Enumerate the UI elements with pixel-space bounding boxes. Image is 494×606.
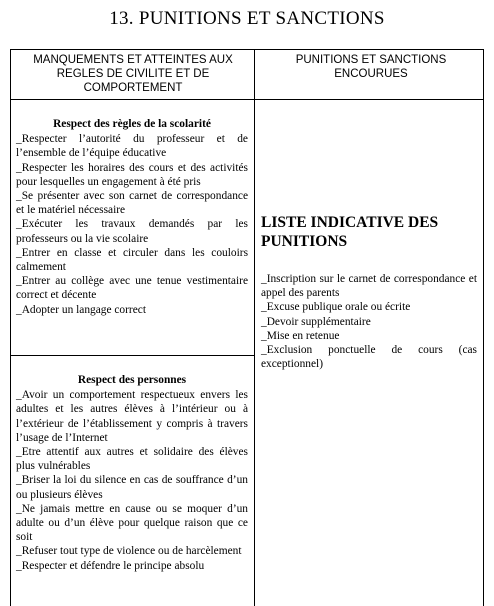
list-item: _Avoir un comportement respectueux envers les adultes et les autres élèves à l’intérieur ou à l’extérieur de l’établissement y compris à travers l’usage de l’Internet xyxy=(16,389,248,444)
cell-respect-scolarite xyxy=(16,117,248,317)
column-divider xyxy=(254,50,255,606)
list-item: _Adopter un langage correct xyxy=(16,303,146,316)
list-item: _Etre attentif aux autres et solidaire des élèves plus vulnérables xyxy=(16,446,248,473)
section-heading-scolarite: Respect des règles de la scolarité xyxy=(53,118,211,130)
row-divider xyxy=(11,355,254,356)
list-item: _Exécuter les travaux demandés par les professeurs ou la vie scolaire xyxy=(16,218,248,245)
cell-respect-personnes xyxy=(16,373,248,573)
list-item: _Entrer au collège avec une tenue vestimentaire correct et décente xyxy=(16,275,248,302)
list-item: _Respecter les horaires des cours et des activités pour lesquelles un engagement à été pris xyxy=(16,161,248,188)
list-item: _Respecter et défendre le principe absolu xyxy=(16,559,205,572)
section-heading-personnes: Respect des personnes xyxy=(77,374,187,386)
list-item: _Se présenter avec son carnet de correspondance et le matériel nécessaire xyxy=(16,190,248,217)
list-item: _Ne jamais mettre en cause ou se moquer d’un adulte ou d’un élève pour quelque raison que ce soit xyxy=(16,502,248,544)
list-item: _Devoir supplémentaire xyxy=(261,315,371,328)
list-item: _Briser la loi du silence en cas de souffrance d’un ou plusieurs élèves xyxy=(16,474,248,501)
punitions-heading: LISTE INDICATIVE DES PUNITIONS xyxy=(261,214,439,250)
list-item: _Inscription sur le carnet de correspondance et appel des parents xyxy=(261,273,477,300)
list-item: _Refuser tout type de violence ou de harcèlement xyxy=(16,545,242,558)
list-item: _Exclusion ponctuelle de cours (cas exceptionnel) xyxy=(261,344,477,371)
header-punitions: PUNITIONS ET SANCTIONS ENCOURUES xyxy=(295,54,447,80)
punitions-list xyxy=(261,272,477,371)
header-divider xyxy=(11,99,483,100)
list-item: _Respecter l’autorité du professeur et de l’ensemble de l’équipe éducative xyxy=(16,133,248,160)
page-title: 13. PUNITIONS ET SANCTIONS xyxy=(109,8,385,29)
sanctions-table xyxy=(10,49,484,606)
list-item: _Mise en retenue xyxy=(261,329,340,342)
header-manquements: MANQUEMENTS ET ATTEINTES AUX REGLES DE CIVILITE ET DE COMPORTEMENT xyxy=(33,54,233,94)
list-item: _Entrer en classe et circuler dans les couloirs calmement xyxy=(16,246,248,274)
list-item: _Excuse publique orale ou écrite xyxy=(261,301,411,314)
